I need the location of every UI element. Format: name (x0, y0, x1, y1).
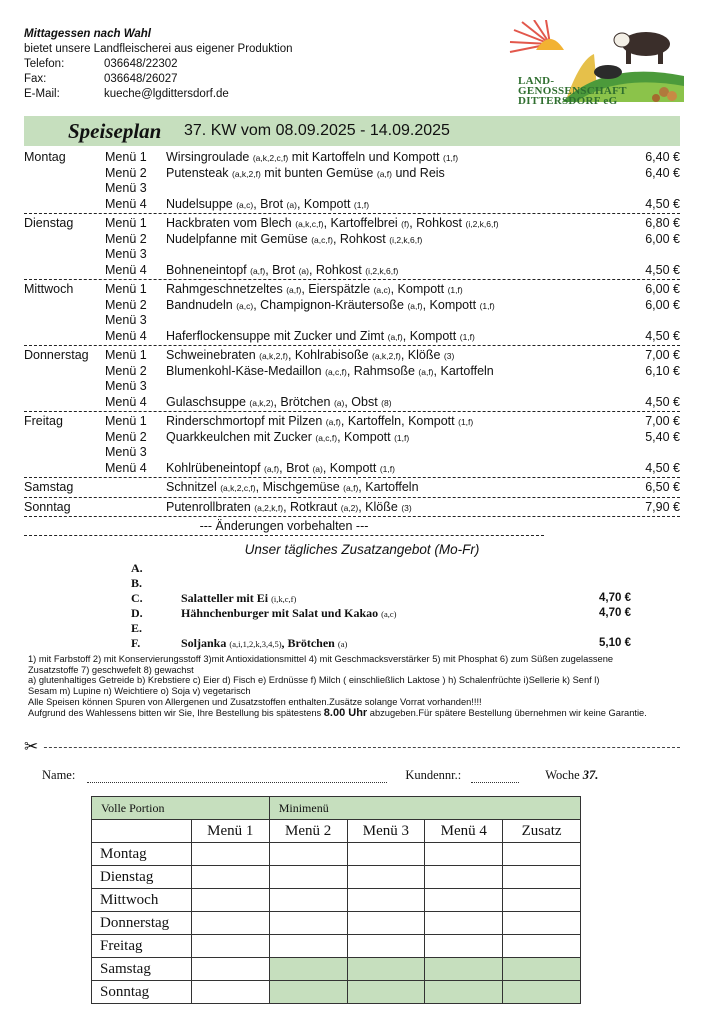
menu-row (24, 298, 680, 314)
weekly-menu (24, 150, 680, 536)
menu-row (24, 430, 680, 446)
menu-number: Menü 3 (105, 445, 147, 459)
dish-description: Quarkkeulchen mit Zucker (a,c,f), Kompott (1,f) (166, 429, 410, 444)
extra-letter: F. (131, 636, 141, 650)
order-row (92, 981, 581, 1004)
changes-note: --- Änderungen vorbehalten --- (24, 519, 544, 536)
day-name (24, 197, 105, 213)
order-cell (347, 958, 425, 981)
cut-line (24, 747, 680, 748)
contact-fax: Fax: 036648/26027 (24, 73, 178, 85)
order-cell (269, 958, 347, 981)
menu-row (24, 500, 680, 516)
menu-number: Menü 3 (105, 181, 147, 195)
cooperative-logo (506, 20, 686, 112)
order-column-header: Menü 1 (191, 820, 269, 843)
mini-menu-label: Minimenü (269, 797, 580, 820)
order-cell[interactable] (191, 889, 269, 912)
order-table-columns (92, 820, 581, 843)
order-day-label: Donnerstag (92, 912, 192, 935)
dish-description: Hackbraten vom Blech (a,k,c,f), Kartoffelbrei (f), Rohkost (i,2,k,6,f) (166, 216, 499, 230)
banner-week: 37. KW vom 08.09.2025 - 14.09.2025 (184, 122, 450, 139)
order-cell[interactable] (347, 889, 425, 912)
dish-price: 7,00 € (645, 348, 680, 362)
order-cell[interactable] (269, 843, 347, 866)
menu-number: Menü 4 (105, 262, 147, 277)
extra-item (131, 561, 631, 576)
order-column-header: Menü 4 (425, 820, 503, 843)
menu-number: Menü 2 (105, 297, 147, 312)
order-cell (425, 981, 503, 1004)
order-table-header (92, 797, 581, 820)
extra-price: 4,70 € (599, 592, 631, 604)
menu-number: Menü 1 (105, 348, 147, 362)
day-name (24, 461, 105, 477)
scissors-icon: ✂ (24, 737, 42, 757)
dish-description: Putenrollbraten (a,2,k,f), Rotkraut (a,2), Klöße (3) (166, 499, 412, 514)
order-cell (425, 958, 503, 981)
dish-price (620, 313, 680, 329)
dish-description: Schnitzel (a,k,2,c,f), Mischgemüse (a,f), Kartoffeln (166, 480, 419, 494)
order-cell[interactable] (191, 935, 269, 958)
customer-number-label: Kundennr.: (405, 768, 462, 782)
dish-description: Nudelpfanne mit Gemüse (a,c,f), Rohkost (i,2,k,6,f) (166, 231, 423, 246)
dish-price (620, 379, 680, 395)
order-cell[interactable] (425, 843, 503, 866)
menu-row (24, 364, 680, 380)
dish-price (620, 247, 680, 263)
dish-price: 6,50 € (645, 480, 680, 494)
day-block (24, 282, 680, 346)
banner-title: Speiseplan (68, 118, 162, 143)
menu-row (24, 480, 680, 496)
dish-price: 4,50 € (645, 328, 680, 343)
day-name: Freitag (24, 414, 63, 428)
order-cell[interactable] (347, 843, 425, 866)
day-block (24, 150, 680, 214)
order-cell[interactable] (503, 889, 581, 912)
day-block (24, 414, 680, 478)
menu-row (24, 313, 680, 329)
day-name: Dienstag (24, 216, 74, 230)
dish-description: Haferflockensuppe mit Zucker und Zimt (a,f), Kompott (1,f) (166, 328, 475, 343)
menu-row (24, 414, 680, 430)
day-name (24, 181, 105, 197)
day-name (24, 445, 105, 461)
dish-description: Blumenkohl-Käse-Medaillon (a,c,f), Rahmsoße (a,f), Kartoffeln (166, 363, 494, 378)
dish-price: 6,00 € (645, 282, 680, 296)
order-cell[interactable] (503, 866, 581, 889)
day-name (24, 313, 105, 329)
menu-number: Menü 4 (105, 328, 147, 343)
dish-description: Rahmgeschnetzeltes (a,f), Eierspätzle (a,c), Kompott (1,f) (166, 282, 463, 296)
order-row (92, 866, 581, 889)
extra-description: Salatteller mit Ei (i,k,c,f) (181, 591, 297, 605)
menu-row (24, 348, 680, 364)
order-cell[interactable] (425, 889, 503, 912)
menu-number: Menü 4 (105, 196, 147, 211)
day-name: Sonntag (24, 499, 71, 514)
day-block (24, 216, 680, 280)
extra-letter: A. (131, 561, 143, 575)
dish-price: 7,90 € (645, 499, 680, 514)
order-row (92, 889, 581, 912)
day-name: Montag (24, 150, 66, 164)
dish-description: Schweinebraten (a,k,2,f), Kohlrabisoße (a,k,2,f), Klöße (3) (166, 348, 455, 362)
dish-description: Gulaschsuppe (a,k,2), Brötchen (a), Obst (8) (166, 394, 392, 409)
menu-row (24, 395, 680, 411)
contact-email: E-Mail: kueche@lgdittersdorf.de (24, 88, 229, 100)
name-label: Name: (42, 768, 76, 782)
day-name (24, 329, 105, 345)
order-day-label: Samstag (92, 958, 192, 981)
extra-price (561, 576, 631, 591)
dish-description (166, 445, 620, 461)
dish-description (166, 247, 620, 263)
dish-price: 6,40 € (645, 165, 680, 180)
menu-number: Menü 4 (105, 394, 147, 409)
menu-row (24, 461, 680, 477)
order-cell[interactable] (269, 935, 347, 958)
order-cell[interactable] (425, 866, 503, 889)
order-cell[interactable] (347, 866, 425, 889)
menu-row (24, 329, 680, 345)
menu-row (24, 216, 680, 232)
dish-price: 4,50 € (645, 262, 680, 277)
menu-row (24, 181, 680, 197)
menu-number (105, 500, 166, 516)
order-cell[interactable] (425, 912, 503, 935)
day-block (24, 500, 680, 518)
order-day-label: Dienstag (92, 866, 192, 889)
order-row (92, 935, 581, 958)
order-cell[interactable] (191, 912, 269, 935)
extra-price (561, 561, 631, 576)
dish-price (620, 181, 680, 197)
order-cell[interactable] (347, 912, 425, 935)
day-name: Mittwoch (24, 282, 74, 296)
week-label: Woche 37. (545, 768, 599, 782)
order-cell (269, 981, 347, 1004)
extra-description (181, 576, 561, 591)
extra-price: 5,10 € (599, 637, 631, 649)
dish-price: 6,40 € (645, 150, 680, 164)
order-cell[interactable] (191, 866, 269, 889)
menu-row (24, 197, 680, 213)
header (24, 28, 494, 102)
day-name (24, 263, 105, 279)
dish-description (166, 181, 620, 197)
order-table (91, 796, 581, 1004)
menu-number: Menü 1 (105, 282, 147, 296)
menu-row (24, 166, 680, 182)
dish-description: Bohneneintopf (a,f), Brot (a), Rohkost (i,2,k,6,f) (166, 262, 399, 277)
day-name: Donnerstag (24, 348, 89, 362)
header-title: Mittagessen nach Wahl (24, 28, 151, 40)
full-portion-label: Volle Portion (92, 797, 270, 820)
additives-legend: 1) mit Farbstoff 2) mit Konservierungsstoff 3)mit Antioxidationsmittel 4) mit Geschmacksverstärker 5) mit Phosphat 6) zum Süßen zugelassene Zusatzstoffe 7) geschwefelt 8) gewachst a) glutenhaltiges Getreide b) Krebstiere c) Eier d) Fisch e) Erdnüsse f) Milch ( einschließlich Laktose ) h) Schalenfrüchte i)Sellerie k) Senf l) Sesam m) Lupine n) Weichtiere o) Soja v) vegetarisch Alle Speisen können Spuren von Allergenen und Zusatzstoffen enthalten.Zusätze solange Vorrat vorhanden!!!! Aufgrund des Wahlessens bitten wir Sie, Ihre Bestellung bis spätestens 8.00 Uhr abzugeben.Für spätere Bestellung übernehmen wir keine Garantie. (28, 654, 647, 719)
day-name (24, 232, 105, 248)
order-day-label: Sonntag (92, 981, 192, 1004)
dish-price: 5,40 € (645, 429, 680, 444)
menu-banner (24, 116, 680, 146)
menu-number: Menü 1 (105, 216, 147, 230)
extras-title: Unser tägliches Zusatzangebot (Mo-Fr) (244, 542, 480, 557)
menu-row (24, 379, 680, 395)
dish-price: 4,50 € (645, 196, 680, 211)
order-cell[interactable] (425, 935, 503, 958)
extra-letter: B. (131, 576, 143, 590)
day-block (24, 348, 680, 412)
dish-price: 6,00 € (645, 231, 680, 246)
menu-number: Menü 3 (105, 379, 147, 393)
extra-item (131, 606, 631, 621)
menu-number: Menü 2 (105, 363, 147, 378)
contact-phone: Telefon: 036648/22302 (24, 58, 178, 70)
menu-number: Menü 1 (105, 414, 147, 428)
order-cell[interactable] (269, 912, 347, 935)
day-name: Samstag (24, 480, 74, 494)
dish-description: Kohlrübeneintopf (a,f), Brot (a), Kompott (1,f) (166, 460, 395, 475)
extra-description (181, 561, 561, 576)
day-name (24, 247, 105, 263)
extra-item (131, 636, 631, 651)
order-cell[interactable] (191, 843, 269, 866)
dish-description: Putensteak (a,k,2,f) mit bunten Gemüse (a,f) und Reis (166, 165, 445, 180)
extra-description: Hähnchenburger mit Salat und Kakao (a,c) (181, 606, 397, 620)
dish-price: 6,10 € (645, 363, 680, 378)
order-form-header (42, 768, 682, 783)
day-name (24, 298, 105, 314)
header-tagline: bietet unsere Landfleischerei aus eigener Produktion (24, 43, 293, 55)
dish-price: 4,50 € (645, 460, 680, 475)
order-cell (347, 981, 425, 1004)
day-name (24, 379, 105, 395)
extra-description: Soljanka (a,i,1,2,k,3,4,5), Brötchen (a) (181, 636, 348, 650)
menu-row (24, 232, 680, 248)
dish-price: 7,00 € (645, 414, 680, 428)
menu-number (105, 480, 166, 496)
menu-row (24, 445, 680, 461)
dish-price: 6,00 € (645, 297, 680, 312)
dish-description: Rinderschmortopf mit Pilzen (a,f), Kartoffeln, Kompott (1,f) (166, 414, 474, 428)
menu-number: Menü 2 (105, 231, 147, 246)
menu-row (24, 263, 680, 279)
order-cell[interactable] (503, 843, 581, 866)
extra-letter: E. (131, 621, 143, 635)
extra-price (561, 621, 631, 636)
order-day-label: Montag (92, 843, 192, 866)
extra-price: 4,70 € (599, 607, 631, 619)
extra-letter: C. (131, 591, 143, 605)
menu-row (24, 247, 680, 263)
order-cell[interactable] (503, 912, 581, 935)
day-block (24, 480, 680, 498)
menu-row (24, 282, 680, 298)
order-cell[interactable] (191, 981, 269, 1004)
menu-number: Menü 4 (105, 460, 147, 475)
logo-text: LAND- GENOSSENSCHAFT DITTERSDORF eG (518, 75, 627, 107)
extras-list (131, 561, 631, 651)
day-name (24, 395, 105, 411)
menu-number: Menü 1 (105, 150, 147, 164)
extra-item (131, 576, 631, 591)
extra-description (181, 621, 561, 636)
dish-description (166, 313, 620, 329)
order-cell (503, 981, 581, 1004)
menu-number: Menü 3 (105, 313, 147, 327)
order-column-header: Menü 3 (347, 820, 425, 843)
dish-description: Wirsingroulade (a,k,2,c,f) mit Kartoffeln und Kompott (1,f) (166, 150, 459, 164)
order-day-label: Freitag (92, 935, 192, 958)
dish-description: Nudelsuppe (a,c), Brot (a), Kompott (1,f) (166, 196, 370, 211)
order-column-header: Menü 2 (269, 820, 347, 843)
customer-number-field[interactable] (471, 771, 519, 783)
menu-row (24, 150, 680, 166)
extra-letter: D. (131, 606, 143, 620)
dish-price: 4,50 € (645, 394, 680, 409)
order-cell (503, 958, 581, 981)
order-day-label: Mittwoch (92, 889, 192, 912)
order-cell[interactable] (503, 935, 581, 958)
order-cell[interactable] (191, 958, 269, 981)
day-name (24, 166, 105, 182)
day-name (24, 364, 105, 380)
dish-price: 6,80 € (645, 216, 680, 230)
day-name (24, 430, 105, 446)
extra-item (131, 591, 631, 606)
name-field[interactable] (87, 771, 387, 783)
order-row (92, 958, 581, 981)
dish-description: Bandnudeln (a,c), Champignon-Kräutersoße (a,f), Kompott (1,f) (166, 297, 495, 312)
dish-description (166, 379, 620, 395)
order-cell[interactable] (269, 889, 347, 912)
order-row (92, 912, 581, 935)
menu-number: Menü 2 (105, 429, 147, 444)
dish-price (620, 445, 680, 461)
menu-number: Menü 3 (105, 247, 147, 261)
order-row (92, 843, 581, 866)
menu-number: Menü 2 (105, 165, 147, 180)
extra-item (131, 621, 631, 636)
order-cell[interactable] (347, 935, 425, 958)
order-cell[interactable] (269, 866, 347, 889)
order-column-header: Zusatz (503, 820, 581, 843)
